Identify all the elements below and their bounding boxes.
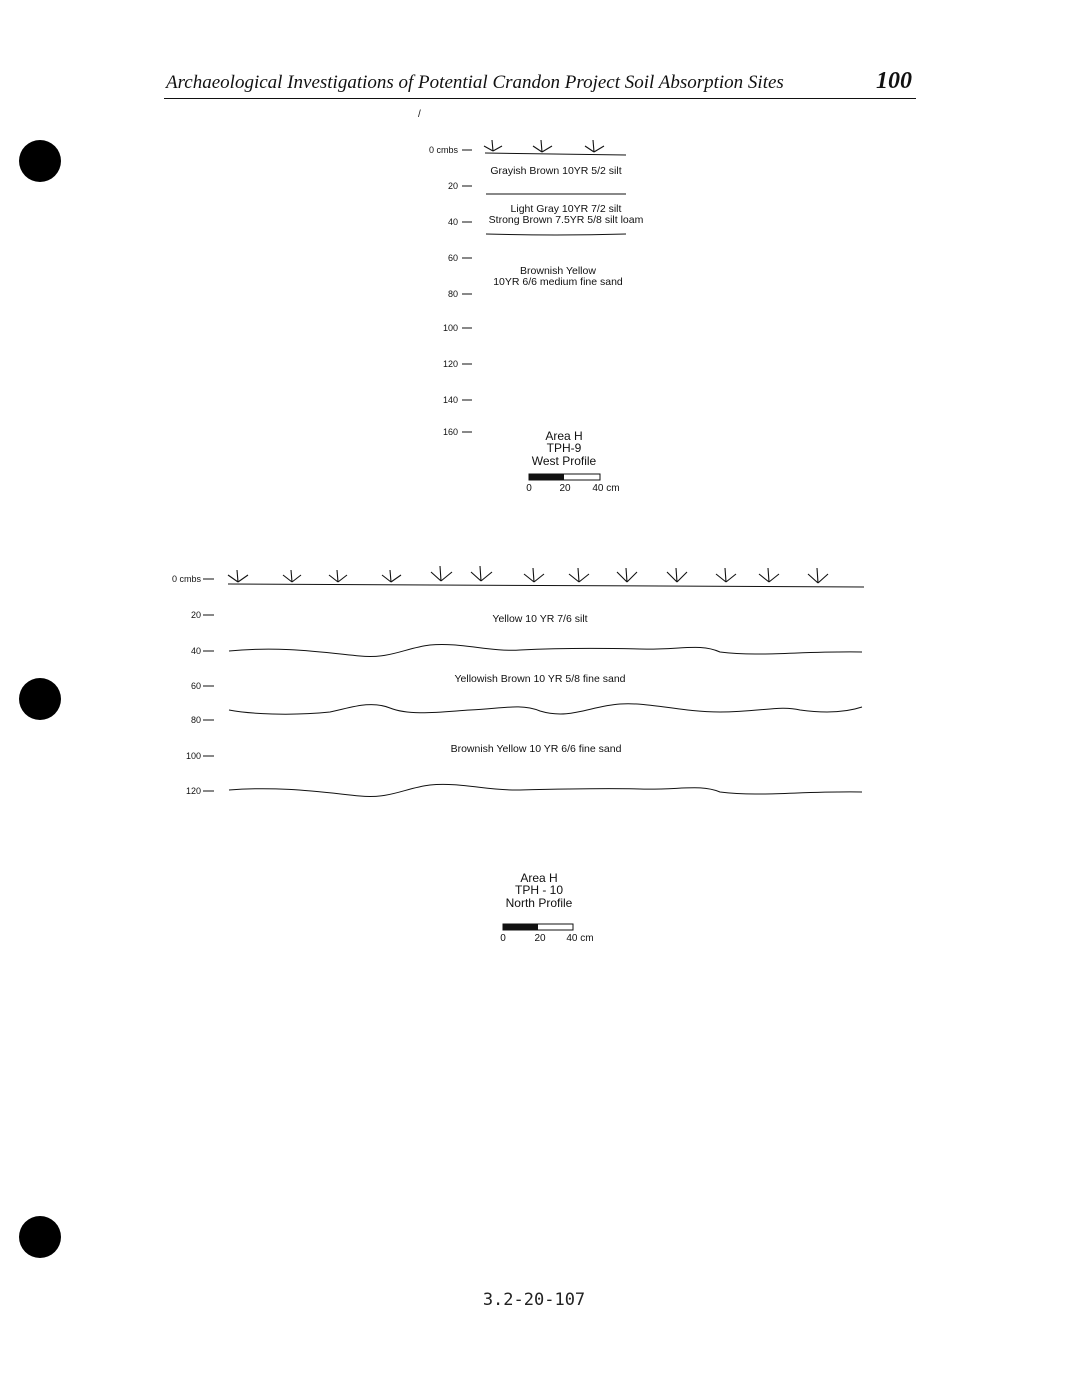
tph9-scale-tick-0: 0 bbox=[526, 483, 532, 494]
profile-tph9 bbox=[418, 109, 644, 494]
tph10-scale-tick-0: 0 bbox=[500, 933, 506, 944]
tph10-depth-tick-80: 80 bbox=[190, 715, 201, 725]
tph9-scale-bar bbox=[526, 474, 619, 494]
tph10-depth-tick-40: 40 bbox=[190, 646, 201, 656]
page-number: 100 bbox=[876, 68, 912, 94]
tph9-scale-tick-40: 40 cm bbox=[592, 483, 620, 494]
tph9-layer-4-label: Brownish Yellow bbox=[520, 265, 596, 277]
tph9-area-label: Area H bbox=[545, 429, 583, 443]
grass-tuft-icon bbox=[667, 568, 687, 582]
tph10-profile-label: North Profile bbox=[505, 896, 573, 910]
tph10-layer-3-label: Brownish Yellow 10 YR 6/6 fine sand bbox=[450, 743, 622, 755]
grass-tuft-icon bbox=[471, 566, 492, 581]
tph10-boundary-120 bbox=[229, 784, 862, 796]
tph10-scale-tick-40: 40 cm bbox=[566, 933, 594, 944]
tph10-depth-tick-60: 60 bbox=[190, 681, 201, 691]
tph9-layer-4-texture: 10YR 6/6 medium fine sand bbox=[493, 276, 623, 288]
grass-tuft-icon bbox=[808, 568, 828, 583]
tph9-depth-tick-20: 20 bbox=[447, 181, 458, 191]
grass-tuft-icon bbox=[382, 570, 401, 582]
page-header-title: Archaeological Investigations of Potential Crandon Project Soil Absorption Sites bbox=[166, 72, 784, 93]
tph10-depth-tick-120: 120 bbox=[185, 786, 201, 796]
grass-tuft-icon bbox=[329, 570, 347, 582]
tph10-boundary-40 bbox=[229, 644, 862, 656]
tph9-depth-tick-160: 160 bbox=[442, 427, 458, 437]
grass-tuft-icon bbox=[484, 140, 502, 151]
tph9-unit-label: TPH-9 bbox=[546, 441, 582, 455]
grass-tuft-icon bbox=[533, 140, 552, 152]
grass-tuft-icon bbox=[617, 568, 637, 582]
tph10-depth-tick-20: 20 bbox=[190, 610, 201, 620]
tph10-unit-label: TPH - 10 bbox=[514, 883, 564, 897]
tph9-depth-tick-140: 140 bbox=[442, 395, 458, 405]
tph10-area-label: Area H bbox=[520, 871, 558, 885]
grass-tuft-icon bbox=[716, 568, 736, 582]
grass-tuft-icon bbox=[585, 140, 604, 152]
tph10-depth-tick-100: 100 bbox=[185, 751, 201, 761]
tph9-layer-1-label: Grayish Brown 10YR 5/2 silt bbox=[490, 165, 622, 177]
profile-tph10 bbox=[172, 566, 864, 944]
grass-tuft-icon bbox=[228, 570, 248, 582]
tph9-layer-2-label: Light Gray 10YR 7/2 silt bbox=[510, 203, 622, 215]
tph9-scale-tick-20: 20 bbox=[559, 483, 571, 494]
tph9-boundary-40 bbox=[486, 234, 626, 235]
tph10-ground-surface bbox=[228, 566, 864, 587]
grass-tuft-icon bbox=[431, 566, 452, 581]
tph10-depth-tick-0: 0 cmbs bbox=[171, 574, 201, 584]
tph9-profile-label: West Profile bbox=[531, 454, 597, 468]
tph10-layer-2-label: Yellowish Brown 10 YR 5/8 fine sand bbox=[454, 673, 626, 685]
tph9-depth-tick-0: 0 cmbs bbox=[428, 145, 458, 155]
tph9-depth-tick-100: 100 bbox=[442, 323, 458, 333]
svg-text:/: / bbox=[418, 109, 421, 120]
grass-tuft-icon bbox=[283, 570, 301, 582]
tph10-boundary-80 bbox=[229, 704, 862, 714]
tph10-layer-1-label: Yellow 10 YR 7/6 silt bbox=[492, 613, 588, 625]
grass-tuft-icon bbox=[524, 568, 544, 582]
document-number: 3.2-20-107 bbox=[482, 1290, 586, 1310]
tph9-depth-tick-120: 120 bbox=[442, 359, 458, 369]
grass-tuft-icon bbox=[569, 568, 589, 582]
tph9-depth-tick-80: 80 bbox=[447, 289, 458, 299]
grass-tuft-icon bbox=[759, 568, 779, 582]
tph9-depth-tick-60: 60 bbox=[447, 253, 458, 263]
tph10-depth-axis bbox=[172, 574, 214, 796]
tph9-ground-surface bbox=[484, 140, 626, 155]
tph9-depth-tick-40: 40 bbox=[447, 217, 458, 227]
tph10-scale-bar bbox=[500, 924, 593, 944]
tph10-scale-tick-20: 20 bbox=[534, 933, 546, 944]
tph9-layer-3-label: Strong Brown 7.5YR 5/8 silt loam bbox=[488, 214, 644, 226]
tph9-depth-axis bbox=[429, 145, 472, 437]
